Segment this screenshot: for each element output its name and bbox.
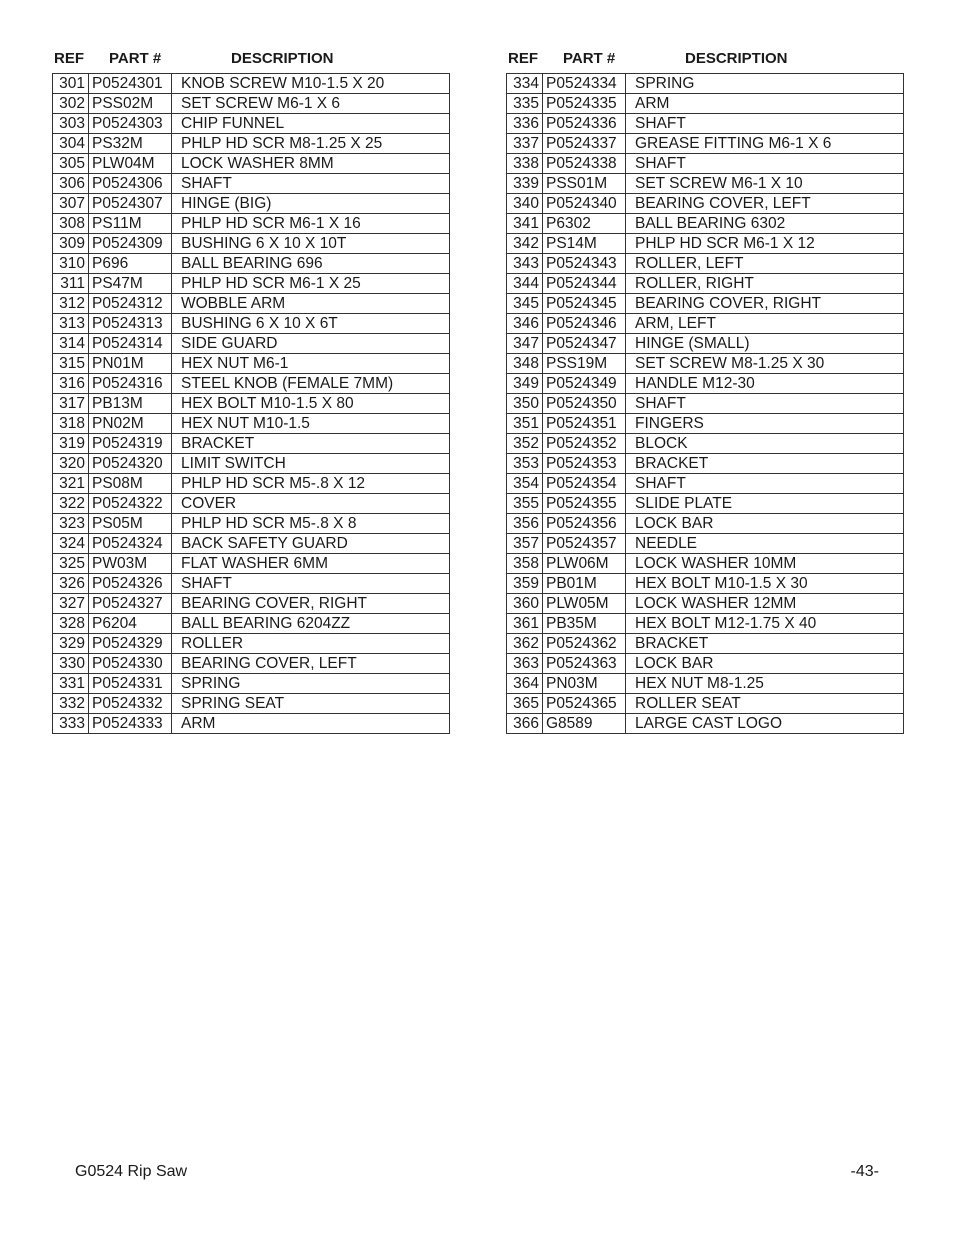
part-number-cell: P0524329 (89, 634, 172, 654)
table-row (53, 514, 450, 534)
description-cell: PHLP HD SCR M6-1 X 25 (172, 274, 450, 294)
table-row (507, 154, 904, 174)
description-cell: BALL BEARING 696 (172, 254, 450, 274)
description-cell: ROLLER SEAT (626, 694, 904, 714)
ref-cell: 317 (53, 394, 89, 414)
description-cell: BUSHING 6 X 10 X 6T (172, 314, 450, 334)
description-cell: SET SCREW M8-1.25 X 30 (626, 354, 904, 374)
table-row (507, 354, 904, 374)
part-number-cell: P0524345 (543, 294, 626, 314)
description-cell: SHAFT (626, 394, 904, 414)
footer-model-name: G0524 Rip Saw (75, 1163, 188, 1180)
part-number-cell: PS14M (543, 234, 626, 254)
ref-cell: 348 (507, 354, 543, 374)
part-number-cell: P0524351 (543, 414, 626, 434)
ref-cell: 366 (507, 714, 543, 734)
ref-cell: 364 (507, 674, 543, 694)
part-number-cell: P0524362 (543, 634, 626, 654)
ref-cell: 303 (53, 114, 89, 134)
table-row (507, 454, 904, 474)
description-cell: BALL BEARING 6302 (626, 214, 904, 234)
ref-cell: 330 (53, 654, 89, 674)
header-ref: REF (54, 50, 84, 67)
table-row (507, 534, 904, 554)
table-row (507, 194, 904, 214)
table-row (53, 574, 450, 594)
ref-cell: 314 (53, 334, 89, 354)
description-cell: HANDLE M12-30 (626, 374, 904, 394)
description-cell: BACK SAFETY GUARD (172, 534, 450, 554)
table-row (507, 254, 904, 274)
description-cell: SHAFT (626, 114, 904, 134)
description-cell: PHLP HD SCR M6-1 X 16 (172, 214, 450, 234)
part-number-cell: P0524312 (89, 294, 172, 314)
table-row (507, 214, 904, 234)
ref-cell: 319 (53, 434, 89, 454)
table-row (53, 434, 450, 454)
description-cell: ARM, LEFT (626, 314, 904, 334)
part-number-cell: P0524326 (89, 574, 172, 594)
ref-cell: 324 (53, 534, 89, 554)
table-row (507, 414, 904, 434)
table-row (507, 474, 904, 494)
description-cell: HEX BOLT M10-1.5 X 80 (172, 394, 450, 414)
ref-cell: 359 (507, 574, 543, 594)
description-cell: PHLP HD SCR M6-1 X 12 (626, 234, 904, 254)
header-description: DESCRIPTION (685, 50, 788, 67)
description-cell: COVER (172, 494, 450, 514)
description-cell: BEARING COVER, LEFT (172, 654, 450, 674)
table-row (53, 174, 450, 194)
description-cell: CHIP FUNNEL (172, 114, 450, 134)
table-row (507, 334, 904, 354)
ref-cell: 353 (507, 454, 543, 474)
table-row (507, 94, 904, 114)
part-number-cell: P0524346 (543, 314, 626, 334)
description-cell: SPRING SEAT (172, 694, 450, 714)
part-number-cell: P0524322 (89, 494, 172, 514)
ref-cell: 306 (53, 174, 89, 194)
description-cell: PHLP HD SCR M5-.8 X 12 (172, 474, 450, 494)
description-cell: HEX NUT M10-1.5 (172, 414, 450, 434)
ref-cell: 357 (507, 534, 543, 554)
description-cell: PHLP HD SCR M5-.8 X 8 (172, 514, 450, 534)
ref-cell: 304 (53, 134, 89, 154)
ref-cell: 313 (53, 314, 89, 334)
part-number-cell: P0524336 (543, 114, 626, 134)
description-cell: BALL BEARING 6204ZZ (172, 614, 450, 634)
table-row (53, 534, 450, 554)
table-row (53, 74, 450, 94)
table-row (53, 674, 450, 694)
part-number-cell: P0524365 (543, 694, 626, 714)
ref-cell: 315 (53, 354, 89, 374)
description-cell: STEEL KNOB (FEMALE 7MM) (172, 374, 450, 394)
part-number-cell: P0524303 (89, 114, 172, 134)
ref-cell: 323 (53, 514, 89, 534)
description-cell: BRACKET (172, 434, 450, 454)
ref-cell: 312 (53, 294, 89, 314)
table-row (53, 314, 450, 334)
part-number-cell: PSS01M (543, 174, 626, 194)
description-cell: SPRING (172, 674, 450, 694)
description-cell: HEX NUT M6-1 (172, 354, 450, 374)
part-number-cell: G8589 (543, 714, 626, 734)
table-row (507, 614, 904, 634)
ref-cell: 351 (507, 414, 543, 434)
part-number-cell: P0524357 (543, 534, 626, 554)
part-number-cell: P0524352 (543, 434, 626, 454)
table-row (507, 394, 904, 414)
ref-cell: 340 (507, 194, 543, 214)
header-description: DESCRIPTION (231, 50, 334, 67)
table-row (507, 114, 904, 134)
description-cell: SIDE GUARD (172, 334, 450, 354)
table-row (53, 714, 450, 734)
table-row (53, 154, 450, 174)
description-cell: SHAFT (172, 174, 450, 194)
ref-cell: 339 (507, 174, 543, 194)
ref-cell: 325 (53, 554, 89, 574)
ref-cell: 343 (507, 254, 543, 274)
ref-cell: 305 (53, 154, 89, 174)
part-number-cell: P0524337 (543, 134, 626, 154)
table-row (507, 714, 904, 734)
description-cell: ROLLER, RIGHT (626, 274, 904, 294)
ref-cell: 328 (53, 614, 89, 634)
table-row (507, 514, 904, 534)
description-cell: SHAFT (626, 474, 904, 494)
description-cell: BUSHING 6 X 10 X 10T (172, 234, 450, 254)
table-row (53, 194, 450, 214)
part-number-cell: P0524353 (543, 454, 626, 474)
parts-list-left (52, 48, 450, 734)
table-row (53, 214, 450, 234)
part-number-cell: PS32M (89, 134, 172, 154)
table-row (507, 654, 904, 674)
header-part-number: PART # (109, 50, 162, 67)
part-number-cell: PN03M (543, 674, 626, 694)
header-ref: REF (508, 50, 538, 67)
part-number-cell: PW03M (89, 554, 172, 574)
part-number-cell: P0524363 (543, 654, 626, 674)
ref-cell: 308 (53, 214, 89, 234)
description-cell: HINGE (BIG) (172, 194, 450, 214)
description-cell: BEARING COVER, LEFT (626, 194, 904, 214)
part-number-cell: PS05M (89, 514, 172, 534)
description-cell: BEARING COVER, RIGHT (172, 594, 450, 614)
part-number-cell: P0524338 (543, 154, 626, 174)
part-number-cell: P0524301 (89, 74, 172, 94)
part-number-cell: PLW05M (543, 594, 626, 614)
ref-cell: 354 (507, 474, 543, 494)
description-cell: LOCK BAR (626, 514, 904, 534)
table-row (53, 594, 450, 614)
ref-cell: 365 (507, 694, 543, 714)
description-cell: BLOCK (626, 434, 904, 454)
ref-cell: 361 (507, 614, 543, 634)
description-cell: PHLP HD SCR M8-1.25 X 25 (172, 134, 450, 154)
part-number-cell: P0524335 (543, 94, 626, 114)
description-cell: SPRING (626, 74, 904, 94)
part-number-cell: P0524334 (543, 74, 626, 94)
table-row (53, 614, 450, 634)
table-row (53, 94, 450, 114)
description-cell: KNOB SCREW M10-1.5 X 20 (172, 74, 450, 94)
ref-cell: 345 (507, 294, 543, 314)
table-row (507, 634, 904, 654)
description-cell: BRACKET (626, 634, 904, 654)
ref-cell: 335 (507, 94, 543, 114)
part-number-cell: PSS19M (543, 354, 626, 374)
part-number-cell: P0524320 (89, 454, 172, 474)
description-cell: SHAFT (172, 574, 450, 594)
part-number-cell: P0524316 (89, 374, 172, 394)
description-cell: BEARING COVER, RIGHT (626, 294, 904, 314)
footer-page-number: -43- (850, 1163, 879, 1180)
table-row (53, 294, 450, 314)
ref-cell: 307 (53, 194, 89, 214)
ref-cell: 327 (53, 594, 89, 614)
part-number-cell: P0524355 (543, 494, 626, 514)
part-number-cell: P0524354 (543, 474, 626, 494)
part-number-cell: P0524343 (543, 254, 626, 274)
ref-cell: 360 (507, 594, 543, 614)
parts-header-right (506, 48, 904, 73)
part-number-cell: PS11M (89, 214, 172, 234)
description-cell: LOCK WASHER 8MM (172, 154, 450, 174)
description-cell: HEX BOLT M10-1.5 X 30 (626, 574, 904, 594)
part-number-cell: P0524344 (543, 274, 626, 294)
part-number-cell: P0524332 (89, 694, 172, 714)
ref-cell: 332 (53, 694, 89, 714)
table-row (53, 334, 450, 354)
table-row (53, 234, 450, 254)
table-row (53, 374, 450, 394)
ref-cell: 336 (507, 114, 543, 134)
parts-list-right (506, 48, 904, 734)
table-row (53, 554, 450, 574)
ref-cell: 334 (507, 74, 543, 94)
description-cell: HEX BOLT M12-1.75 X 40 (626, 614, 904, 634)
table-row (507, 274, 904, 294)
ref-cell: 347 (507, 334, 543, 354)
description-cell: LOCK BAR (626, 654, 904, 674)
parts-table-left (52, 73, 450, 734)
table-row (507, 494, 904, 514)
part-number-cell: PB35M (543, 614, 626, 634)
part-number-cell: PB01M (543, 574, 626, 594)
part-number-cell: P0524330 (89, 654, 172, 674)
ref-cell: 355 (507, 494, 543, 514)
part-number-cell: P0524324 (89, 534, 172, 554)
description-cell: BRACKET (626, 454, 904, 474)
ref-cell: 321 (53, 474, 89, 494)
ref-cell: 329 (53, 634, 89, 654)
description-cell: NEEDLE (626, 534, 904, 554)
description-cell: HINGE (SMALL) (626, 334, 904, 354)
description-cell: ARM (172, 714, 450, 734)
ref-cell: 341 (507, 214, 543, 234)
part-number-cell: P6302 (543, 214, 626, 234)
description-cell: HEX NUT M8-1.25 (626, 674, 904, 694)
description-cell: FLAT WASHER 6MM (172, 554, 450, 574)
part-number-cell: P0524313 (89, 314, 172, 334)
part-number-cell: P0524306 (89, 174, 172, 194)
part-number-cell: PN02M (89, 414, 172, 434)
part-number-cell: P0524314 (89, 334, 172, 354)
description-cell: ARM (626, 94, 904, 114)
ref-cell: 362 (507, 634, 543, 654)
table-row (53, 134, 450, 154)
ref-cell: 344 (507, 274, 543, 294)
part-number-cell: P0524340 (543, 194, 626, 214)
part-number-cell: PS08M (89, 474, 172, 494)
ref-cell: 331 (53, 674, 89, 694)
ref-cell: 302 (53, 94, 89, 114)
table-row (53, 394, 450, 414)
ref-cell: 326 (53, 574, 89, 594)
part-number-cell: PSS02M (89, 94, 172, 114)
description-cell: SLIDE PLATE (626, 494, 904, 514)
header-part-number: PART # (563, 50, 616, 67)
part-number-cell: P0524319 (89, 434, 172, 454)
ref-cell: 311 (53, 274, 89, 294)
part-number-cell: P0524347 (543, 334, 626, 354)
ref-cell: 318 (53, 414, 89, 434)
table-row (53, 694, 450, 714)
ref-cell: 342 (507, 234, 543, 254)
part-number-cell: P696 (89, 254, 172, 274)
description-cell: LOCK WASHER 12MM (626, 594, 904, 614)
part-number-cell: P0524309 (89, 234, 172, 254)
part-number-cell: P0524350 (543, 394, 626, 414)
table-row (507, 294, 904, 314)
ref-cell: 352 (507, 434, 543, 454)
part-number-cell: PLW04M (89, 154, 172, 174)
table-row (53, 114, 450, 134)
part-number-cell: PB13M (89, 394, 172, 414)
part-number-cell: P0524331 (89, 674, 172, 694)
part-number-cell: P0524356 (543, 514, 626, 534)
table-row (53, 414, 450, 434)
ref-cell: 350 (507, 394, 543, 414)
ref-cell: 337 (507, 134, 543, 154)
part-number-cell: P6204 (89, 614, 172, 634)
ref-cell: 333 (53, 714, 89, 734)
table-row (53, 454, 450, 474)
part-number-cell: P0524307 (89, 194, 172, 214)
ref-cell: 349 (507, 374, 543, 394)
table-row (53, 494, 450, 514)
table-row (507, 234, 904, 254)
description-cell: ROLLER (172, 634, 450, 654)
table-row (507, 174, 904, 194)
parts-table-right (506, 73, 904, 734)
table-row (53, 474, 450, 494)
table-row (507, 694, 904, 714)
part-number-cell: P0524327 (89, 594, 172, 614)
table-row (507, 134, 904, 154)
description-cell: LIMIT SWITCH (172, 454, 450, 474)
table-row (53, 274, 450, 294)
table-row (53, 254, 450, 274)
ref-cell: 346 (507, 314, 543, 334)
ref-cell: 316 (53, 374, 89, 394)
description-cell: FINGERS (626, 414, 904, 434)
description-cell: WOBBLE ARM (172, 294, 450, 314)
table-row (507, 434, 904, 454)
table-row (53, 654, 450, 674)
parts-header-left (52, 48, 450, 73)
description-cell: LARGE CAST LOGO (626, 714, 904, 734)
table-row (53, 354, 450, 374)
ref-cell: 320 (53, 454, 89, 474)
description-cell: LOCK WASHER 10MM (626, 554, 904, 574)
description-cell: SHAFT (626, 154, 904, 174)
part-number-cell: PLW06M (543, 554, 626, 574)
table-row (507, 314, 904, 334)
ref-cell: 338 (507, 154, 543, 174)
table-row (507, 674, 904, 694)
description-cell: SET SCREW M6-1 X 6 (172, 94, 450, 114)
table-row (53, 634, 450, 654)
ref-cell: 310 (53, 254, 89, 274)
part-number-cell: P0524333 (89, 714, 172, 734)
ref-cell: 358 (507, 554, 543, 574)
ref-cell: 309 (53, 234, 89, 254)
ref-cell: 356 (507, 514, 543, 534)
part-number-cell: P0524349 (543, 374, 626, 394)
description-cell: SET SCREW M6-1 X 10 (626, 174, 904, 194)
description-cell: ROLLER, LEFT (626, 254, 904, 274)
table-row (507, 74, 904, 94)
table-row (507, 554, 904, 574)
description-cell: GREASE FITTING M6-1 X 6 (626, 134, 904, 154)
table-row (507, 594, 904, 614)
table-row (507, 374, 904, 394)
ref-cell: 322 (53, 494, 89, 514)
ref-cell: 363 (507, 654, 543, 674)
part-number-cell: PN01M (89, 354, 172, 374)
table-row (507, 574, 904, 594)
ref-cell: 301 (53, 74, 89, 94)
part-number-cell: PS47M (89, 274, 172, 294)
